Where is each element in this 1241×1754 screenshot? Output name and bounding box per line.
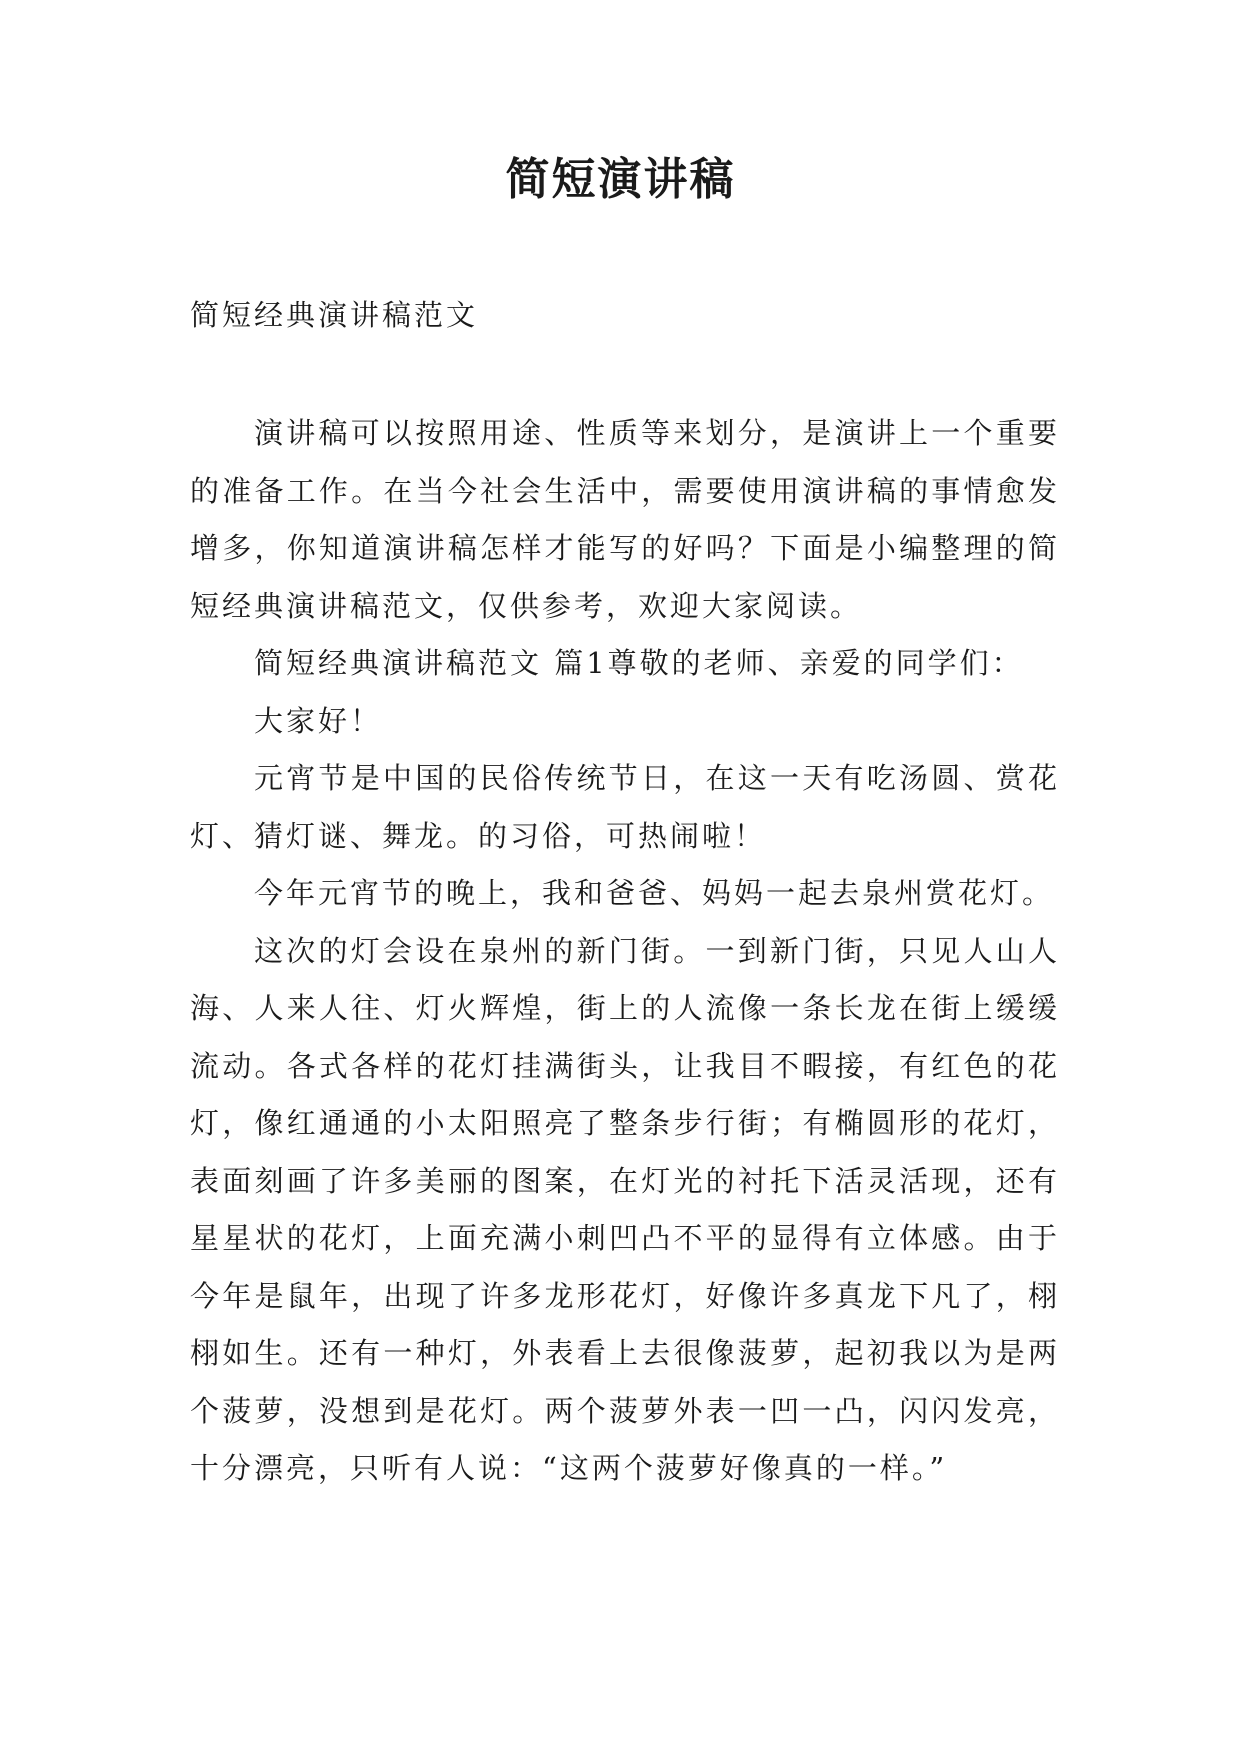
- paragraph-lantern-fair: 这次的灯会设在泉州的新门街。一到新门街，只见人山人海、人来人往、灯火辉煌，街上的人流像一条长龙在街上缓缓流动。各式各样的花灯挂满街头，让我目不暇接，有红色的花灯，像红通通的小太阳照亮了整条步行街；有椭圆形的花灯，表面刻画了许多美丽的图案，在灯光的衬托下活灵活现，还有星星状的花灯，上面充满小刺凹凸不平的显得有立体感。由于今年是鼠年，出现了许多龙形花灯，好像许多真龙下凡了，栩栩如生。还有一种灯，外表看上去很像菠萝，起初我以为是两个菠萝，没想到是花灯。两个菠萝外表一凹一凸，闪闪发亮，十分漂亮，只听有人说：“这两个菠萝好像真的一样。”: [190, 933, 1060, 1485]
- document-body: [190, 405, 1060, 1498]
- document-subtitle: 简短经典演讲稿范文: [190, 298, 479, 332]
- paragraph-intro: 演讲稿可以按照用途、性质等来划分，是演讲上一个重要的准备工作。在当今社会生活中，需要使用演讲稿的事情愈发增多，你知道演讲稿怎样才能写的好吗？下面是小编整理的简短经典演讲稿范文，仅供参考，欢迎大家阅读。: [190, 416, 1060, 623]
- paragraph-festival: 元宵节是中国的民俗传统节日，在这一天有吃汤圆、赏花灯、猜灯谜、舞龙。的习俗，可热闹啦！: [190, 761, 1060, 853]
- document-title: 简短演讲稿: [505, 154, 736, 205]
- paragraph-hello: 大家好！: [254, 703, 383, 738]
- paragraph-evening: 今年元宵节的晚上，我和爸爸、妈妈一起去泉州赏花灯。: [254, 876, 1055, 910]
- paragraph-heading-greeting: 简短经典演讲稿范文 篇1尊敬的老师、亲爱的同学们：: [254, 646, 1024, 680]
